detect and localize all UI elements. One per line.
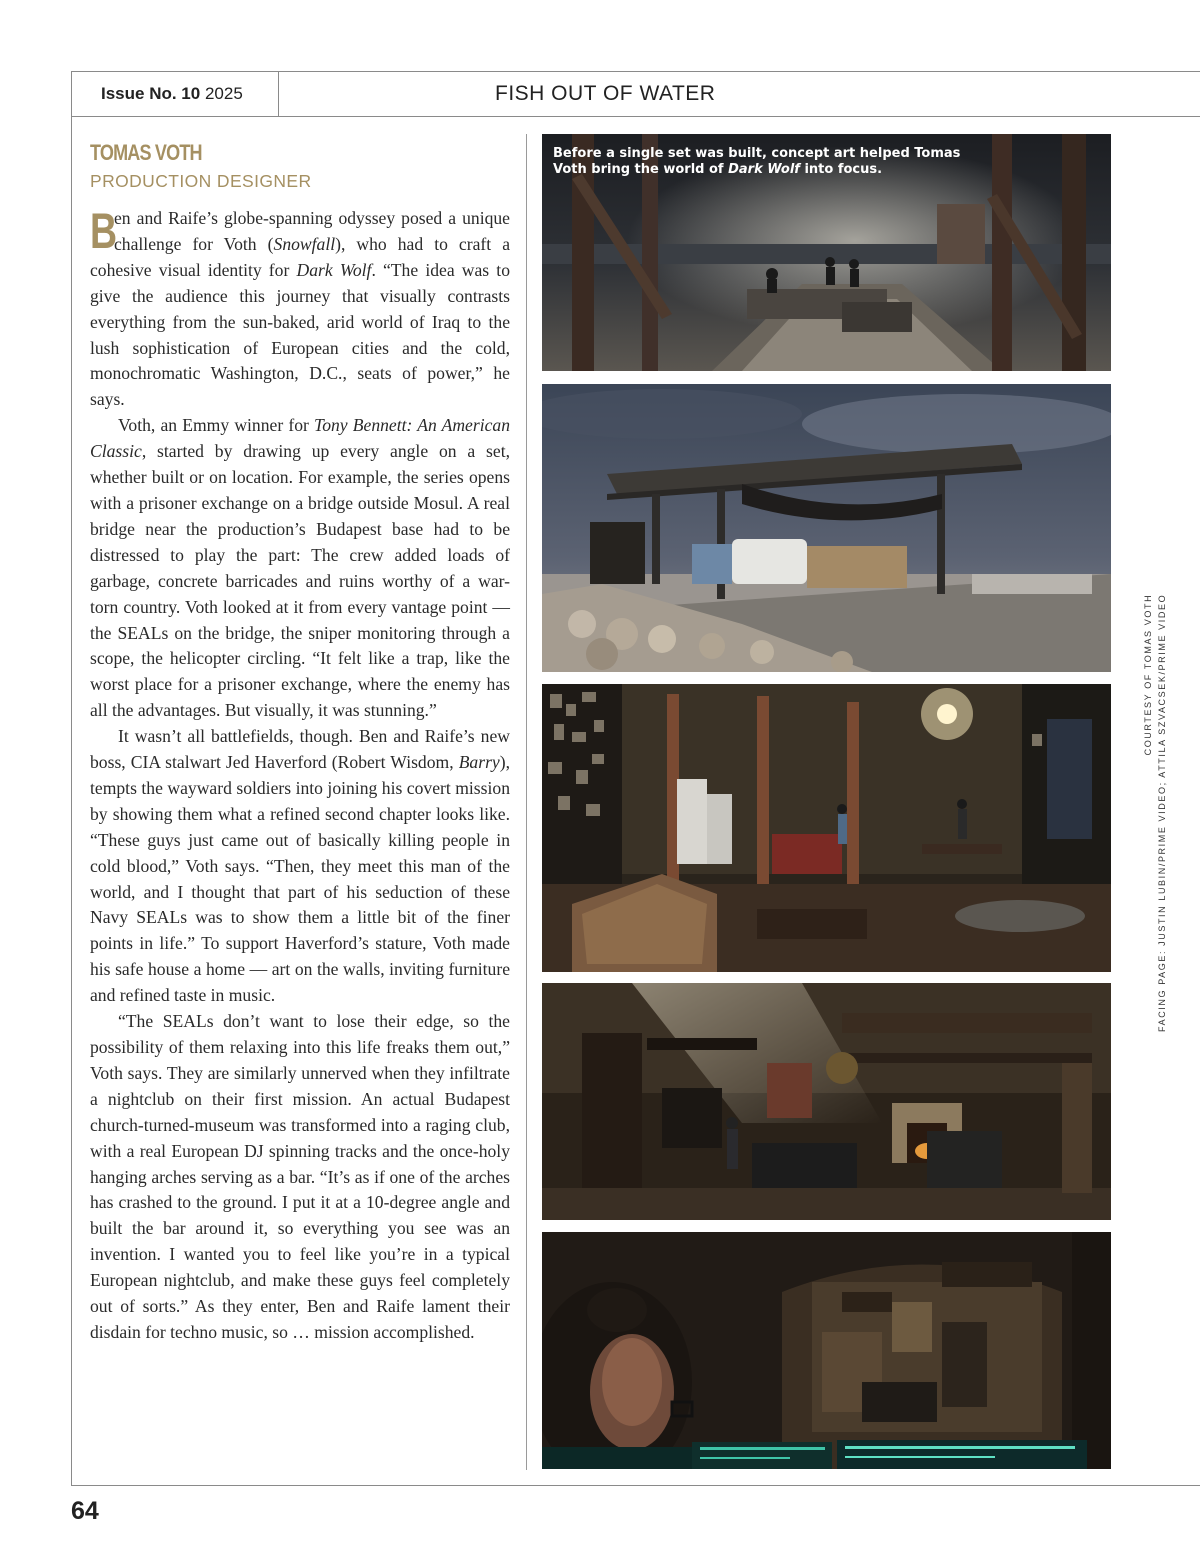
article-paragraph-4: “The SEALs don’t want to lose their edge, so the possibility of them relaxing into this life freaks them out,” Voth says. They are similarly unnerved when they infiltrate a nightclub on their first mission. An actual Budapest church-turned-museum was transformed into a raging club, with a real European DJ spinning tracks and the once-holy hanging arches serving as a bar. “It’s as if one of the arches has crashed to the ground. I put it at a 10-degree angle and built the bar around it, so everything you see was an invention. I wanted you to feel like you’re in a typical European nightclub, and make these guys feel completely out of sorts.” As they enter, Ben and Raife lament their disdain for techno music, so … mission accomplished. <box>90 1011 510 1342</box>
frame-bottom-rule <box>71 1485 1200 1486</box>
concept-art-checkpoint-image <box>542 384 1111 672</box>
article-text: Voth, an Emmy winner for <box>118 415 315 436</box>
frame-left-rule <box>71 71 72 1486</box>
article-italic: Snowfall <box>273 233 336 254</box>
credit-line-1: COURTESY OF TOMAS VOTH <box>1143 593 1153 756</box>
issue-number: Issue No. 10 <box>101 84 201 103</box>
article-italic: Tony Bennett: An American Classic <box>90 415 510 462</box>
article-text: en and Raife’s globe-spanning odyssey posed a unique challenge for Voth ( <box>114 208 510 254</box>
concept-art-bridge-image <box>542 134 1111 371</box>
article-text: . “The idea was to give the audience this journey that visually contrasts everything from the sun-baked, arid world of Iraq to the lush sophistication of European cities and the cold, monochromatic Washington, D.C., seats of power,” he says. <box>90 259 510 410</box>
profile-name: TOMAS VOTH <box>90 140 202 165</box>
credit-line-2: FACING PAGE: JUSTIN LUBIN/PRIME VIDEO; ATTILA SZVACSEK/PRIME VIDEO <box>1157 593 1167 1032</box>
issue-label <box>101 84 243 104</box>
concept-art-safehouse-image <box>542 684 1111 972</box>
article-paragraph-2 <box>90 413 510 724</box>
article-text: It wasn’t all battlefields, though. Ben and Raife’s new boss, CIA stalwart Jed Haverford (Robert Wisdom, <box>90 726 510 773</box>
caption-text: Before a single set was built, concept art helped Tomas Voth bring the world of <box>553 146 961 177</box>
caption-italic: Dark Wolf <box>728 162 800 177</box>
drop-cap: B <box>90 203 118 259</box>
article-italic: Barry <box>458 752 500 773</box>
article-text: , started by drawing up every angle on a set, whether built or on location. For example, the series opens with a prisoner exchange on a bridge outside Mosul. A real bridge near the production’s Budapest base had to be distressed to play the part: The crew added loads of garbage, concrete barricades and ruins worthy of a war-torn country. Voth looked at it from every vantage point — the SEALs on the bridge, the sniper monitoring through a scope, the helicopter circling. “It felt like a trap, like the worst place for a prisoner exchange, where the enemy has all the advantages. But visually, it was stunning.” <box>90 441 510 721</box>
article-italic: Dark Wolf <box>296 259 372 280</box>
page-number: 64 <box>71 1497 99 1525</box>
issue-year: 2025 <box>204 84 243 103</box>
section-title: FISH OUT OF WATER <box>495 82 716 105</box>
article-body <box>90 203 511 1346</box>
article-paragraph-1 <box>90 203 511 413</box>
caption-text: into focus. <box>799 162 883 177</box>
photo-credits <box>1141 594 1169 1032</box>
image-caption <box>553 146 993 178</box>
profile-role: PRODUCTION DESIGNER <box>90 171 312 191</box>
article-text: ), tempts the wayward soldiers into joining his covert mission by showing them what a refined second chapter looks like. “These guys just came out of basically killing people in cold blood,” Voth says. “Then, they meet this man of the world, and I thought that part of his seduction of these Navy SEALs was to show them a little bit of the finer points in life.” To support Haverford’s stature, Voth made his safe house a home — art on the walls, inviting furniture and refined taste in music. <box>90 752 510 1006</box>
header-bottom-rule <box>71 116 1200 117</box>
column-rule <box>526 134 527 1470</box>
article-text: ), who had to craft a cohesive visual identity for <box>90 233 511 280</box>
concept-art-lounge-image <box>542 983 1111 1220</box>
frame-top-rule <box>71 71 1200 72</box>
concept-art-command-room-image <box>542 1232 1111 1469</box>
article-paragraph-3 <box>90 724 510 1009</box>
header-separator <box>278 72 279 116</box>
